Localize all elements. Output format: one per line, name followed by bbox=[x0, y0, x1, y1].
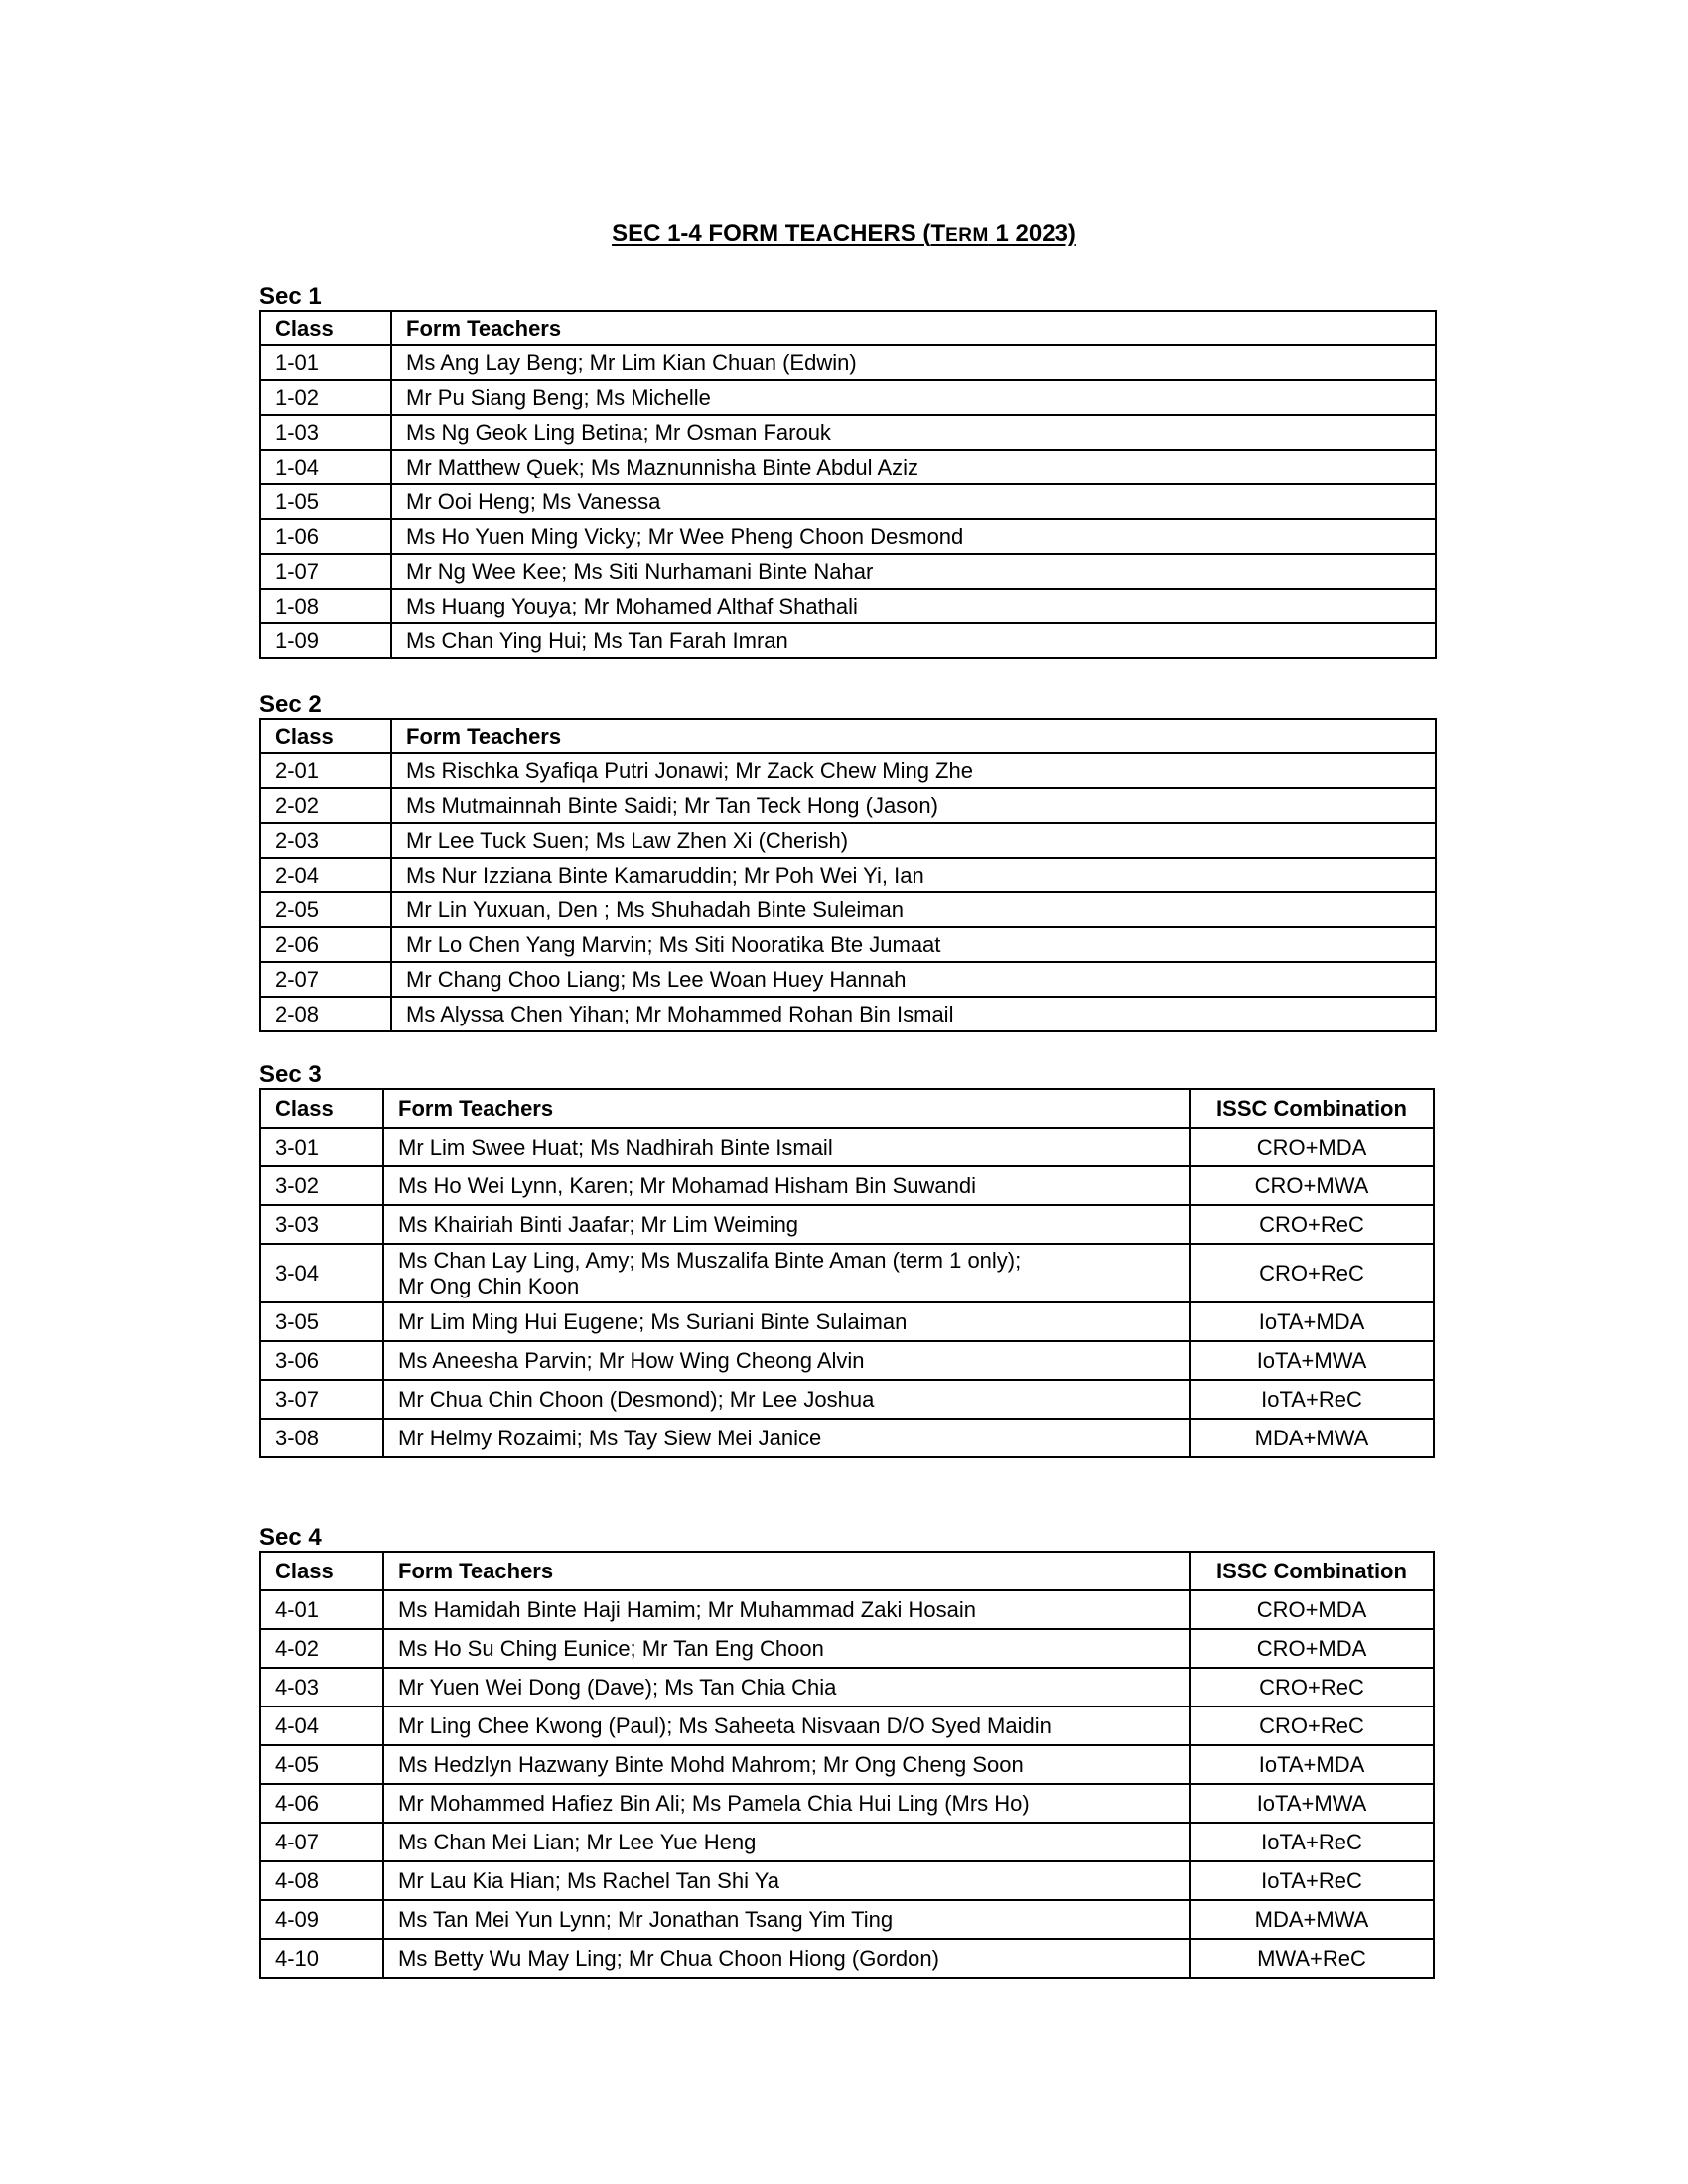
teachers-cell: Mr Ooi Heng; Ms Vanessa bbox=[391, 484, 1436, 519]
table-row bbox=[260, 450, 1436, 484]
combination-cell: MDA+MWA bbox=[1190, 1419, 1434, 1457]
section-label: Sec 2 bbox=[259, 691, 322, 718]
table-row bbox=[260, 1590, 1434, 1629]
class-cell: 4-07 bbox=[260, 1823, 383, 1861]
class-cell: 4-05 bbox=[260, 1745, 383, 1784]
teachers-cell: Mr Lau Kia Hian; Ms Rachel Tan Shi Ya bbox=[383, 1861, 1190, 1900]
combination-cell: IoTA+MWA bbox=[1190, 1341, 1434, 1380]
class-cell: 1-02 bbox=[260, 380, 391, 415]
teachers-cell: Mr Mohammed Hafiez Bin Ali; Ms Pamela Chia Hui Ling (Mrs Ho) bbox=[383, 1784, 1190, 1823]
table-row bbox=[260, 962, 1436, 997]
form-teachers-table bbox=[259, 310, 1437, 659]
table-row bbox=[260, 380, 1436, 415]
combination-cell: MDA+MWA bbox=[1190, 1900, 1434, 1939]
class-cell: 2-05 bbox=[260, 892, 391, 927]
table-row bbox=[260, 1166, 1434, 1205]
teachers-cell: Ms Nur Izziana Binte Kamaruddin; Mr Poh Wei Yi, Ian bbox=[391, 858, 1436, 892]
class-cell: 3-07 bbox=[260, 1380, 383, 1419]
class-header: Class bbox=[260, 719, 391, 753]
table-row bbox=[260, 1205, 1434, 1244]
table-row bbox=[260, 554, 1436, 589]
table-row bbox=[260, 1668, 1434, 1706]
teachers-cell: Ms Ang Lay Beng; Mr Lim Kian Chuan (Edwin) bbox=[391, 345, 1436, 380]
form-teachers-header: Form Teachers bbox=[383, 1552, 1190, 1590]
table-header-row bbox=[260, 311, 1436, 345]
table-row bbox=[260, 1380, 1434, 1419]
class-cell: 1-06 bbox=[260, 519, 391, 554]
class-cell: 4-06 bbox=[260, 1784, 383, 1823]
table-row bbox=[260, 1128, 1434, 1166]
issc-combination-header: ISSC Combination bbox=[1190, 1089, 1434, 1128]
class-cell: 1-01 bbox=[260, 345, 391, 380]
combination-cell: IoTA+MDA bbox=[1190, 1302, 1434, 1341]
teachers-cell: Ms Tan Mei Yun Lynn; Mr Jonathan Tsang Yim Ting bbox=[383, 1900, 1190, 1939]
class-cell: 2-07 bbox=[260, 962, 391, 997]
teachers-cell: Ms Khairiah Binti Jaafar; Mr Lim Weiming bbox=[383, 1205, 1190, 1244]
table-row bbox=[260, 1939, 1434, 1978]
class-cell: 4-03 bbox=[260, 1668, 383, 1706]
class-cell: 2-06 bbox=[260, 927, 391, 962]
section-label: Sec 3 bbox=[259, 1061, 322, 1088]
table-row bbox=[260, 1745, 1434, 1784]
form-teachers-header: Form Teachers bbox=[391, 311, 1436, 345]
combination-cell: CRO+ReC bbox=[1190, 1205, 1434, 1244]
table-row bbox=[260, 788, 1436, 823]
teachers-cell: Mr Lim Ming Hui Eugene; Ms Suriani Binte Sulaiman bbox=[383, 1302, 1190, 1341]
teachers-cell: Mr Chang Choo Liang; Ms Lee Woan Huey Hannah bbox=[391, 962, 1436, 997]
table-row bbox=[260, 415, 1436, 450]
form-teachers-table bbox=[259, 718, 1437, 1032]
combination-cell: CRO+ReC bbox=[1190, 1706, 1434, 1745]
teachers-cell: Ms Rischka Syafiqa Putri Jonawi; Mr Zack Chew Ming Zhe bbox=[391, 753, 1436, 788]
table-row bbox=[260, 1302, 1434, 1341]
combination-cell: IoTA+ReC bbox=[1190, 1823, 1434, 1861]
combination-cell: CRO+ReC bbox=[1190, 1668, 1434, 1706]
teachers-cell: Ms Chan Mei Lian; Mr Lee Yue Heng bbox=[383, 1823, 1190, 1861]
table-row bbox=[260, 1861, 1434, 1900]
combination-cell: IoTA+MDA bbox=[1190, 1745, 1434, 1784]
teachers-cell: Ms Betty Wu May Ling; Mr Chua Choon Hiong (Gordon) bbox=[383, 1939, 1190, 1978]
form-teachers-header: Form Teachers bbox=[383, 1089, 1190, 1128]
class-cell: 3-06 bbox=[260, 1341, 383, 1380]
class-cell: 2-03 bbox=[260, 823, 391, 858]
teachers-cell bbox=[383, 1244, 1190, 1302]
class-header: Class bbox=[260, 311, 391, 345]
class-cell: 3-05 bbox=[260, 1302, 383, 1341]
class-cell: 3-03 bbox=[260, 1205, 383, 1244]
teachers-cell: Ms Mutmainnah Binte Saidi; Mr Tan Teck Hong (Jason) bbox=[391, 788, 1436, 823]
title-main: SEC 1-4 FORM TEACHERS ( bbox=[612, 220, 931, 247]
combination-cell: CRO+MWA bbox=[1190, 1166, 1434, 1205]
table-row bbox=[260, 484, 1436, 519]
combination-cell: MWA+ReC bbox=[1190, 1939, 1434, 1978]
form-teachers-table bbox=[259, 1551, 1435, 1979]
table-header-row bbox=[260, 1552, 1434, 1590]
teachers-cell: Mr Ling Chee Kwong (Paul); Ms Saheeta Nisvaan D/O Syed Maidin bbox=[383, 1706, 1190, 1745]
table-row bbox=[260, 1341, 1434, 1380]
table-row bbox=[260, 1629, 1434, 1668]
teachers-cell: Mr Matthew Quek; Ms Maznunnisha Binte Abdul Aziz bbox=[391, 450, 1436, 484]
teachers-cell: Ms Hedzlyn Hazwany Binte Mohd Mahrom; Mr Ong Cheng Soon bbox=[383, 1745, 1190, 1784]
teachers-cell: Mr Lim Swee Huat; Ms Nadhirah Binte Ismail bbox=[383, 1128, 1190, 1166]
teachers-line-1: Ms Chan Lay Ling, Amy; Ms Muszalifa Binte Aman (term 1 only); bbox=[398, 1247, 1022, 1273]
section-label: Sec 1 bbox=[259, 283, 322, 310]
form-teachers-header: Form Teachers bbox=[391, 719, 1436, 753]
teachers-cell: Mr Chua Chin Choon (Desmond); Mr Lee Joshua bbox=[383, 1380, 1190, 1419]
form-teachers-table bbox=[259, 1088, 1435, 1458]
class-cell: 4-10 bbox=[260, 1939, 383, 1978]
section-sec-3 bbox=[259, 1061, 1435, 1458]
table-row bbox=[260, 1784, 1434, 1823]
combination-cell: IoTA+ReC bbox=[1190, 1380, 1434, 1419]
class-header: Class bbox=[260, 1552, 383, 1590]
teachers-cell: Ms Ho Su Ching Eunice; Mr Tan Eng Choon bbox=[383, 1629, 1190, 1668]
table-row bbox=[260, 1706, 1434, 1745]
table-row bbox=[260, 997, 1436, 1031]
teachers-cell: Ms Ng Geok Ling Betina; Mr Osman Farouk bbox=[391, 415, 1436, 450]
teachers-cell: Mr Yuen Wei Dong (Dave); Ms Tan Chia Chia bbox=[383, 1668, 1190, 1706]
combination-cell: CRO+MDA bbox=[1190, 1629, 1434, 1668]
section-sec-4 bbox=[259, 1524, 1435, 1979]
teachers-cell: Ms Ho Wei Lynn, Karen; Mr Mohamad Hisham Bin Suwandi bbox=[383, 1166, 1190, 1205]
class-cell: 3-04 bbox=[260, 1244, 383, 1302]
class-header: Class bbox=[260, 1089, 383, 1128]
combination-cell: IoTA+ReC bbox=[1190, 1861, 1434, 1900]
teachers-cell: Mr Helmy Rozaimi; Ms Tay Siew Mei Janice bbox=[383, 1419, 1190, 1457]
class-cell: 1-03 bbox=[260, 415, 391, 450]
class-cell: 2-01 bbox=[260, 753, 391, 788]
teachers-cell: Mr Lin Yuxuan, Den ; Ms Shuhadah Binte Suleiman bbox=[391, 892, 1436, 927]
table-row bbox=[260, 1244, 1434, 1302]
title-year: 1 2023) bbox=[988, 220, 1076, 247]
table-row bbox=[260, 623, 1436, 658]
teachers-cell: Ms Huang Youya; Mr Mohamed Althaf Shathali bbox=[391, 589, 1436, 623]
class-cell: 4-08 bbox=[260, 1861, 383, 1900]
table-row bbox=[260, 345, 1436, 380]
class-cell: 4-04 bbox=[260, 1706, 383, 1745]
class-cell: 1-05 bbox=[260, 484, 391, 519]
teachers-cell: Ms Hamidah Binte Haji Hamim; Mr Muhammad Zaki Hosain bbox=[383, 1590, 1190, 1629]
class-cell: 2-02 bbox=[260, 788, 391, 823]
combination-cell: IoTA+MWA bbox=[1190, 1784, 1434, 1823]
teachers-cell: Ms Alyssa Chen Yihan; Mr Mohammed Rohan Bin Ismail bbox=[391, 997, 1436, 1031]
teachers-cell: Ms Aneesha Parvin; Mr How Wing Cheong Alvin bbox=[383, 1341, 1190, 1380]
combination-cell: CRO+ReC bbox=[1190, 1244, 1434, 1302]
issc-combination-header: ISSC Combination bbox=[1190, 1552, 1434, 1590]
teachers-cell: Mr Pu Siang Beng; Ms Michelle bbox=[391, 380, 1436, 415]
class-cell: 1-09 bbox=[260, 623, 391, 658]
teachers-cell: Ms Ho Yuen Ming Vicky; Mr Wee Pheng Choon Desmond bbox=[391, 519, 1436, 554]
table-row bbox=[260, 823, 1436, 858]
section-label: Sec 4 bbox=[259, 1524, 322, 1551]
table-row bbox=[260, 519, 1436, 554]
class-cell: 1-08 bbox=[260, 589, 391, 623]
combination-cell: CRO+MDA bbox=[1190, 1128, 1434, 1166]
document-title bbox=[0, 220, 1688, 248]
combination-cell: CRO+MDA bbox=[1190, 1590, 1434, 1629]
class-cell: 4-01 bbox=[260, 1590, 383, 1629]
teachers-cell: Mr Lee Tuck Suen; Ms Law Zhen Xi (Cherish) bbox=[391, 823, 1436, 858]
class-cell: 1-07 bbox=[260, 554, 391, 589]
class-cell: 3-08 bbox=[260, 1419, 383, 1457]
class-cell: 2-08 bbox=[260, 997, 391, 1031]
table-row bbox=[260, 927, 1436, 962]
class-cell: 2-04 bbox=[260, 858, 391, 892]
class-cell: 3-02 bbox=[260, 1166, 383, 1205]
section-sec-2 bbox=[259, 691, 1437, 1032]
class-cell: 1-04 bbox=[260, 450, 391, 484]
teachers-cell: Ms Chan Ying Hui; Ms Tan Farah Imran bbox=[391, 623, 1436, 658]
teachers-line-2: Mr Ong Chin Koon bbox=[398, 1273, 580, 1298]
table-header-row bbox=[260, 1089, 1434, 1128]
table-row bbox=[260, 589, 1436, 623]
table-header-row bbox=[260, 719, 1436, 753]
table-row bbox=[260, 858, 1436, 892]
teachers-cell: Mr Lo Chen Yang Marvin; Ms Siti Nooratika Bte Jumaat bbox=[391, 927, 1436, 962]
teachers-cell: Mr Ng Wee Kee; Ms Siti Nurhamani Binte Nahar bbox=[391, 554, 1436, 589]
section-sec-1 bbox=[259, 283, 1437, 659]
table-row bbox=[260, 892, 1436, 927]
title-term-cap: T bbox=[930, 220, 946, 247]
table-row bbox=[260, 753, 1436, 788]
class-cell: 4-02 bbox=[260, 1629, 383, 1668]
class-cell: 3-01 bbox=[260, 1128, 383, 1166]
table-row bbox=[260, 1823, 1434, 1861]
class-cell: 4-09 bbox=[260, 1900, 383, 1939]
table-row bbox=[260, 1900, 1434, 1939]
table-row bbox=[260, 1419, 1434, 1457]
title-term-rest: ERM bbox=[945, 225, 989, 246]
